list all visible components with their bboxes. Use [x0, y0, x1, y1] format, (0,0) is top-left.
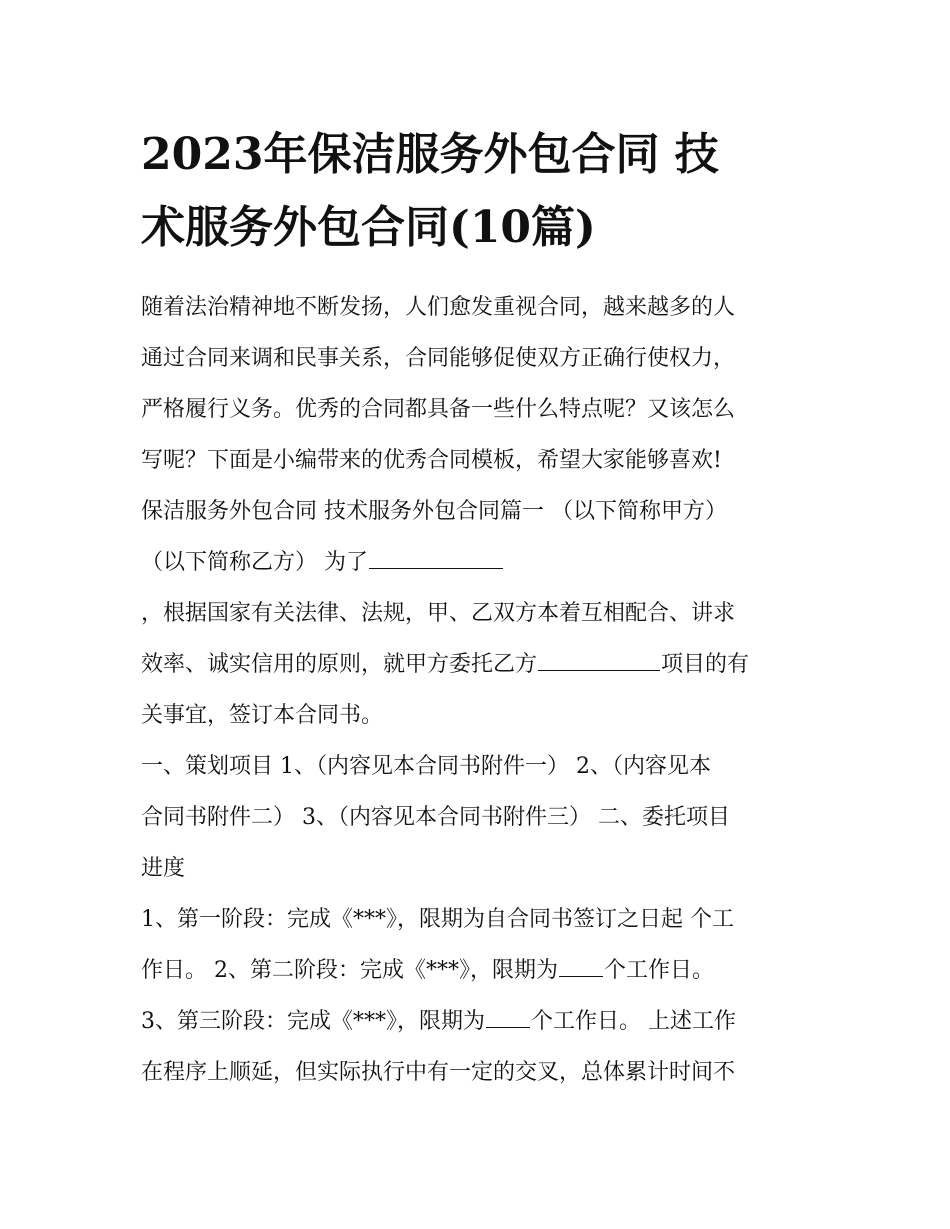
body-line: 在程序上顺延，但实际执行中有一定的交叉，总体累计时间不 — [141, 1060, 736, 1085]
body-line: 合同书附件二） 3、（内容见本合同书附件三） 二、委托项目 — [141, 805, 730, 830]
body-line: 进度 — [141, 856, 186, 881]
body-text-segment: （以下简称乙方） 为了 — [141, 550, 368, 575]
body-line — [141, 537, 813, 588]
document-title — [141, 118, 813, 264]
body-line: 随着法治精神地不断发扬，人们愈发重视合同，越来越多的人 — [141, 295, 736, 320]
fill-in-blank — [559, 946, 603, 977]
body-line — [141, 639, 813, 690]
body-text-segment: 项目的有 — [661, 652, 750, 677]
body-line: 写呢？下面是小编带来的优秀合同模板，希望大家能够喜欢! — [141, 448, 722, 473]
body-text-segment: 作日。 2、第二阶段：完成《***》，限期为 — [141, 958, 558, 983]
body-line: 保洁服务外包合同 技术服务外包合同篇一 （以下简称甲方） — [141, 499, 727, 524]
body-line: 通过合同来调和民事关系，合同能够促使双方正确行使权力， — [141, 346, 736, 371]
body-line: 严格履行义务。优秀的合同都具备一些什么特点呢？又该怎么 — [141, 397, 736, 422]
fill-in-blank — [538, 640, 660, 671]
fill-in-blank — [369, 538, 503, 569]
body-line: 1、第一阶段：完成《***》，限期为自合同书签订之日起 个工 — [141, 907, 734, 932]
body-line — [141, 945, 813, 996]
title-line-1: 2023年保洁服务外包合同 技 — [141, 129, 719, 180]
title-line-2: 术服务外包合同(10篇) — [141, 202, 596, 253]
body-text-segment: 3、第三阶段：完成《***》，限期为 — [141, 1009, 485, 1034]
body-line: 关事宜，签订本合同书。 — [141, 703, 384, 728]
body-text-segment: 个工作日。 — [604, 958, 715, 983]
document-page — [141, 118, 813, 1098]
body-text-segment: 个工作日。 上述工作 — [531, 1009, 736, 1034]
body-line: 一、策划项目 1、（内容见本合同书附件一） 2、（内容见本 — [141, 754, 711, 779]
body-line — [141, 996, 813, 1047]
body-text-segment: 效率、诚实信用的原则，就甲方委托乙方 — [141, 652, 538, 677]
document-body — [141, 282, 813, 1098]
body-line: ，根据国家有关法律、法规，甲、乙双方本着互相配合、讲求 — [141, 601, 736, 626]
fill-in-blank — [486, 997, 530, 1028]
